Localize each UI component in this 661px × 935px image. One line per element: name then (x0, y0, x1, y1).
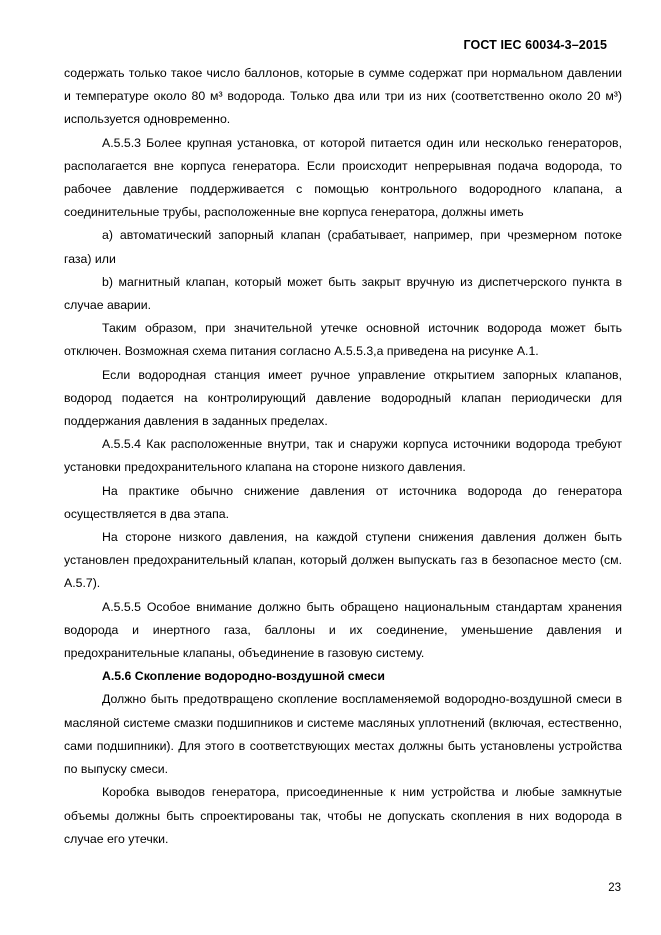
list-item-b: b) магнитный клапан, который может быть закрыт вручную из диспетчерского пункта в случае аварии. (64, 274, 622, 313)
section-heading: А.5.6 Скопление водородно-воздушной смеси (102, 669, 385, 684)
page-number: 23 (608, 882, 621, 894)
paragraph-a554: А.5.5.4 Как расположенные внутри, так и снаружи корпуса источники водорода требуют установки предохранительного клапана на стороне низкого давления. (64, 437, 622, 475)
page-body (64, 62, 622, 851)
paragraph: На практике обычно снижение давления от источника водорода до генератора осуществляется в два этапа. (64, 483, 622, 521)
paragraph: Если водородная станция имеет ручное управление открытием запорных клапанов, водород подается на контролирующий давление водородный клапан периодически для поддержания давления в заданных пределах. (64, 367, 622, 429)
paragraph-a555: А.5.5.5 Особое внимание должно быть обращено национальным стандартам хранения водорода и инертного газа, баллоны и их соединение, уменьшение давления и предохранительные клапаны, объединение в газовую систему. (64, 599, 622, 661)
paragraph-a553: А.5.5.3 Более крупная установка, от которой питается один или несколько генераторов, располагается вне корпуса генератора. Если происходит непрерывная подача водорода, то рабочее давление поддерживается с помощью контрольного водородного клапана, а соединительные трубы, расположенные вне корпуса генератора, должны иметь (64, 135, 622, 220)
paragraph: Коробка выводов генератора, присоединенные к ним устройства и любые замкнутые объемы должны быть спроектированы так, чтобы не допускать скопления в них водорода в случае его утечки. (64, 785, 622, 846)
paragraph-continued: содержать только такое число баллонов, которые в сумме содержат при нормальном давлении и температуре около 80 м³ водорода. Только два или три из них (соответственно около 20 м³) используется одновременно. (64, 66, 622, 127)
paragraph: Таким образом, при значительной утечке основной источник водорода может быть отключен. Возможная схема питания согласно А.5.5.3,а приведена на рисунке А.1. (64, 321, 622, 359)
paragraph: Должно быть предотвращено скопление воспламеняемой водородно-воздушной смеси в масляной системе смазки подшипников и системе масляных уплотнений (включая, естественно, сами подшипники). Для этого в соответствующих местах должны быть установлены устройства по выпуску смеси. (64, 692, 622, 777)
list-item-a: a) автоматический запорный клапан (срабатывает, например, при чрезмерном потоке газа) или (64, 228, 622, 266)
paragraph: На стороне низкого давления, на каждой ступени снижения давления должен быть установлен предохранительный клапан, который должен выпускать газ в безопасное место (см. А.5.7). (64, 530, 622, 591)
standard-designation: ГОСТ IEC 60034-3–2015 (463, 38, 607, 52)
